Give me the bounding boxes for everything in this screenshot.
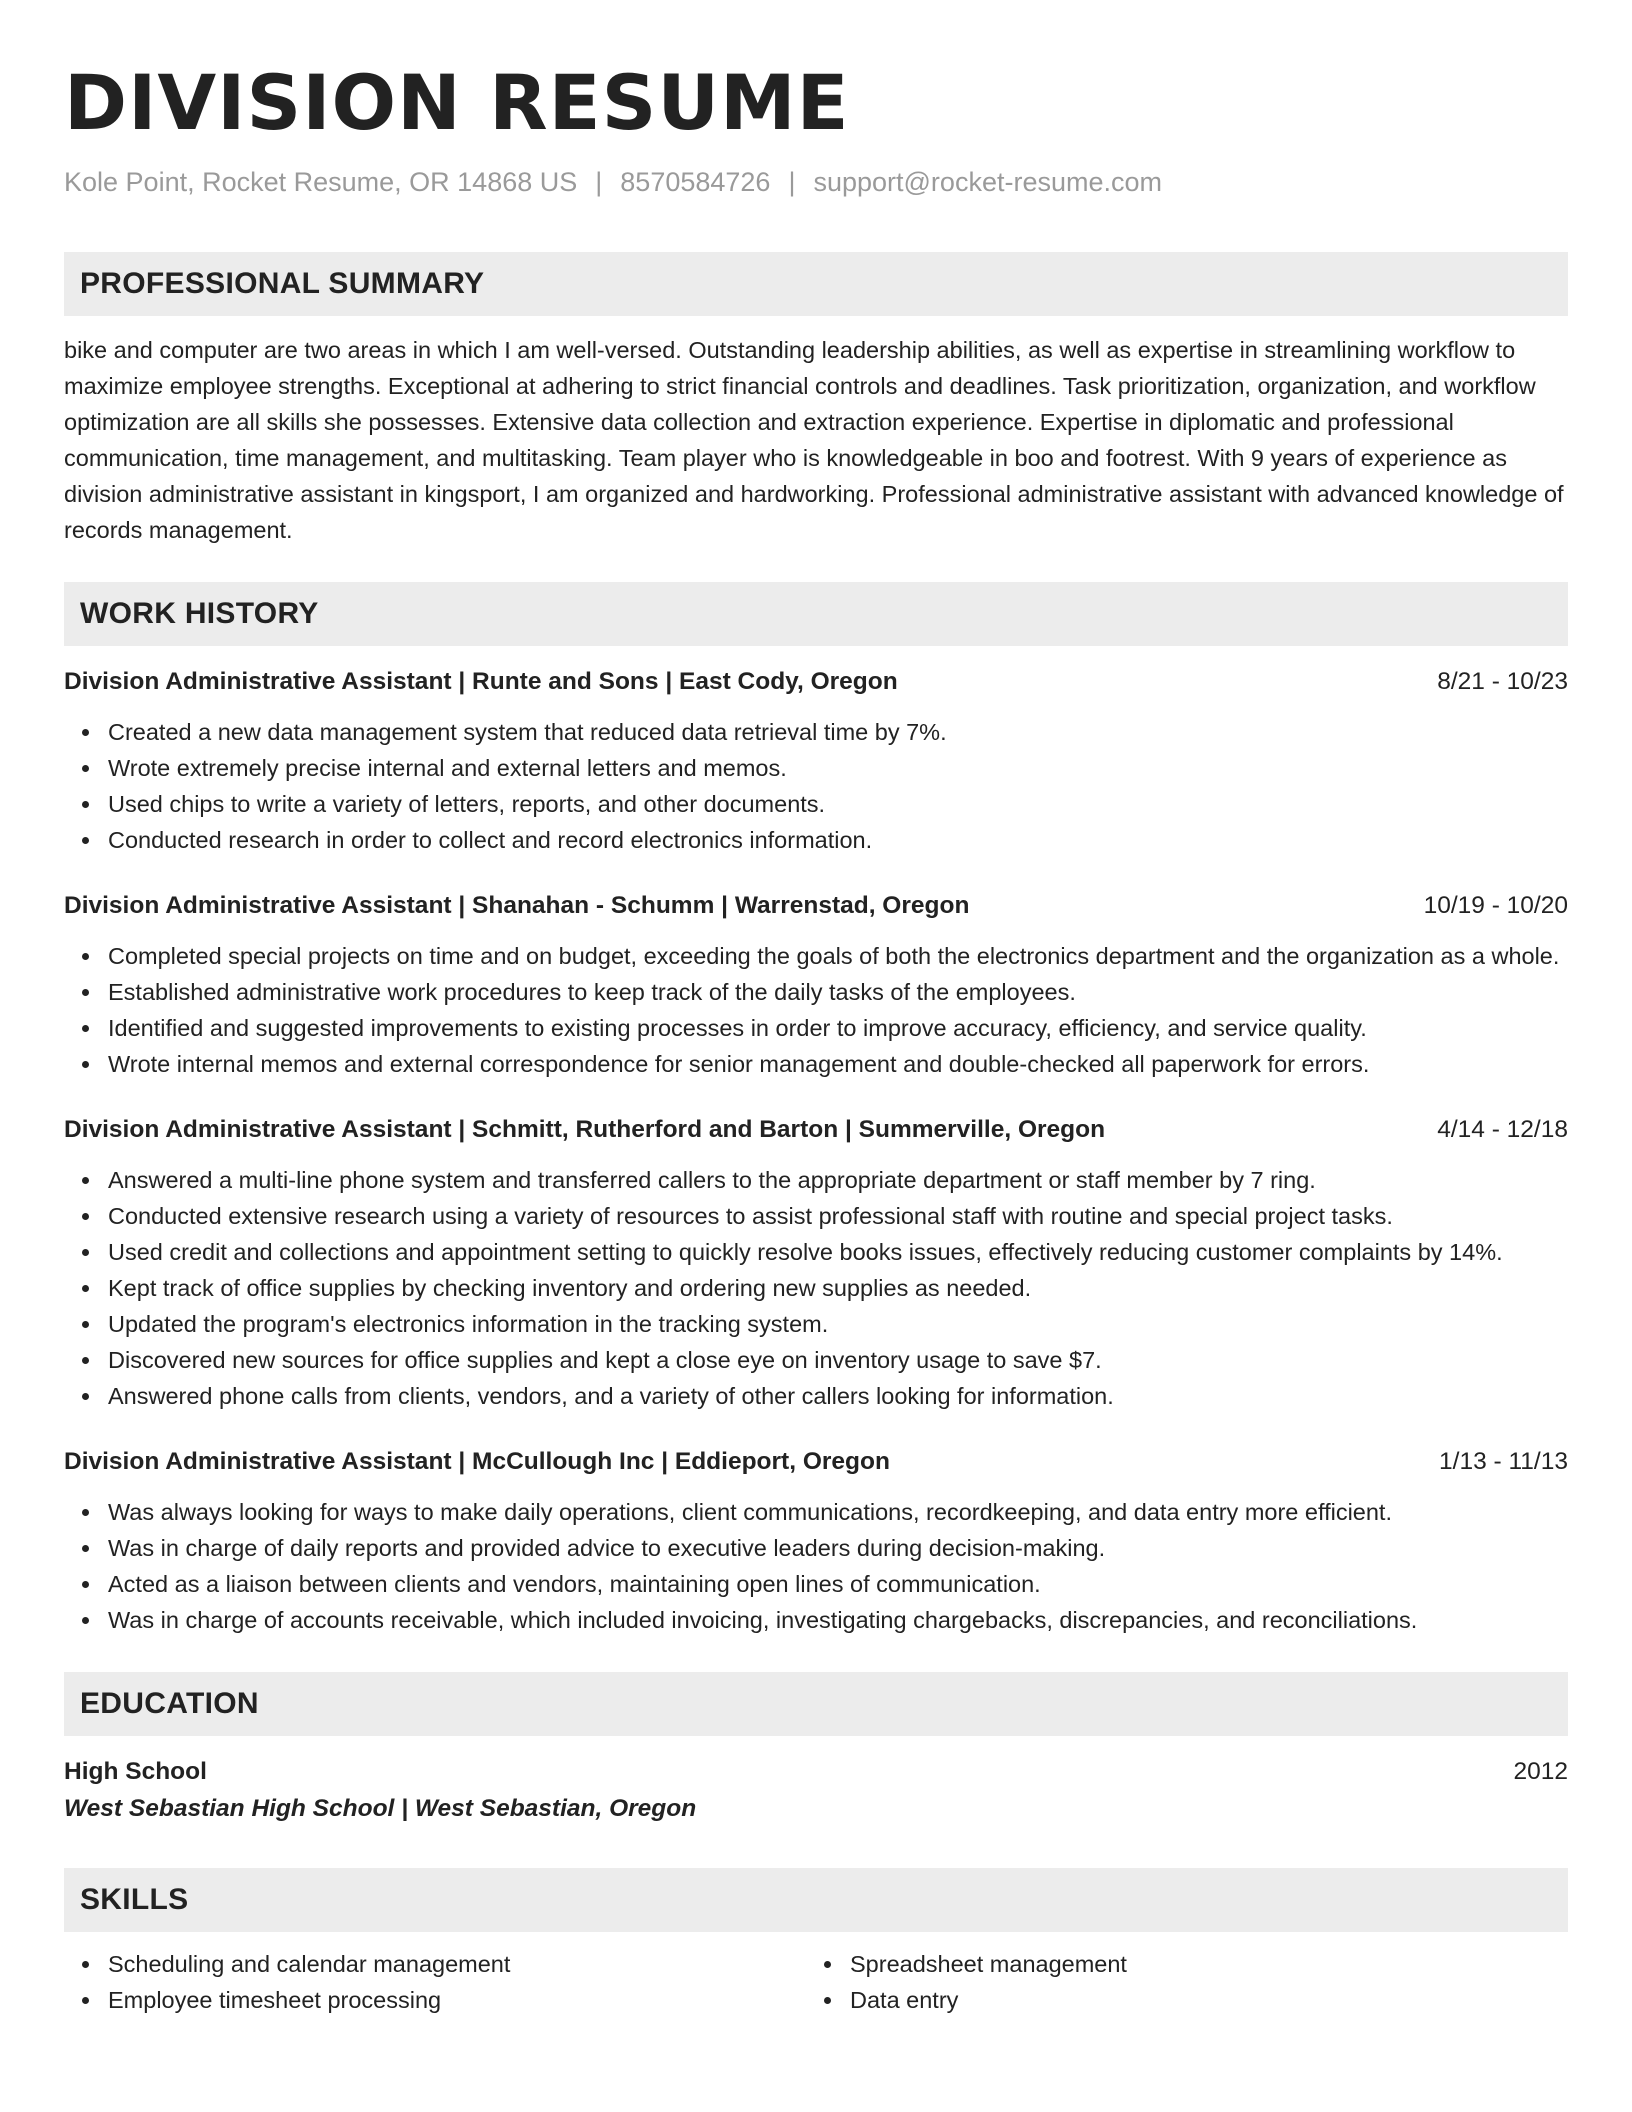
contact-email: support@rocket-resume.com (813, 167, 1162, 197)
education-entry (64, 1754, 1568, 1828)
job-bullet: Answered a multi-line phone system and transferred callers to the appropriate department or staff member by 7 ring. (64, 1162, 1568, 1198)
work-history-list (64, 664, 1568, 1638)
job-dates: 4/14 - 12/18 (1437, 1116, 1568, 1143)
job-bullet: Identified and suggested improvements to existing processes in order to improve accuracy, efficiency, and service quality. (64, 1010, 1568, 1046)
skill-item: Scheduling and calendar management (64, 1946, 806, 1982)
section-heading-summary: PROFESSIONAL SUMMARY (64, 252, 1568, 316)
job-entry (64, 1444, 1568, 1638)
contact-address: Kole Point, Rocket Resume, OR 14868 US (64, 167, 578, 197)
job-bullets (64, 938, 1568, 1082)
education-year: 2012 (1513, 1758, 1568, 1785)
contact-phone: 8570584726 (620, 167, 771, 197)
job-bullet: Conducted extensive research using a variety of resources to assist professional staff with routine and special project tasks. (64, 1198, 1568, 1234)
job-bullet: Conducted research in order to collect and record electronics information. (64, 822, 1568, 858)
job-dates: 1/13 - 11/13 (1439, 1448, 1568, 1475)
contact-separator: | (595, 167, 603, 197)
job-dates: 8/21 - 10/23 (1437, 668, 1568, 695)
job-bullet: Answered phone calls from clients, vendors, and a variety of other callers looking for information. (64, 1378, 1568, 1414)
job-bullet: Updated the program's electronics information in the tracking system. (64, 1306, 1568, 1342)
section-heading-work-history: WORK HISTORY (64, 582, 1568, 646)
job-bullet: Used chips to write a variety of letters, reports, and other documents. (64, 786, 1568, 822)
job-bullet: Used credit and collections and appointment setting to quickly resolve books issues, effectively reducing customer complaints by 14%. (64, 1234, 1568, 1270)
contact-separator: | (788, 167, 796, 197)
job-bullet: Acted as a liaison between clients and vendors, maintaining open lines of communication. (64, 1566, 1568, 1602)
skill-item: Data entry (806, 1982, 1548, 2018)
job-bullets (64, 1494, 1568, 1638)
job-bullet: Discovered new sources for office supplies and kept a close eye on inventory usage to save $7. (64, 1342, 1568, 1378)
job-bullet: Was in charge of accounts receivable, which included invoicing, investigating chargebacks, discrepancies, and reconciliations. (64, 1602, 1568, 1638)
skills-column-right (806, 1946, 1548, 2018)
job-bullet: Completed special projects on time and on budget, exceeding the goals of both the electronics department and the organization as a whole. (64, 938, 1568, 974)
job-entry (64, 888, 1568, 1082)
skills-column-left (64, 1946, 806, 2018)
job-bullet: Kept track of office supplies by checking inventory and ordering new supplies as needed. (64, 1270, 1568, 1306)
resume-name: DIVISION RESUME (64, 58, 850, 147)
job-entry (64, 664, 1568, 858)
job-bullet: Wrote internal memos and external correspondence for senior management and double-checked all paperwork for errors. (64, 1046, 1568, 1082)
job-bullets (64, 714, 1568, 858)
job-title: Division Administrative Assistant | Shanahan - Schumm | Warrenstad, Oregon (64, 892, 970, 919)
section-heading-skills: SKILLS (64, 1868, 1568, 1932)
education-degree: High School (64, 1758, 207, 1785)
job-title: Division Administrative Assistant | Runte and Sons | East Cody, Oregon (64, 668, 898, 695)
job-bullet: Was always looking for ways to make daily operations, client communications, recordkeeping, and data entry more efficient. (64, 1494, 1568, 1530)
job-title: Division Administrative Assistant | Schmitt, Rutherford and Barton | Summerville, Oregon (64, 1116, 1106, 1143)
job-bullets (64, 1162, 1568, 1414)
skill-item: Spreadsheet management (806, 1946, 1548, 1982)
job-title: Division Administrative Assistant | McCullough Inc | Eddieport, Oregon (64, 1448, 890, 1475)
contact-line (64, 162, 1568, 202)
job-bullet: Created a new data management system that reduced data retrieval time by 7%. (64, 714, 1568, 750)
summary-text: bike and computer are two areas in which I am well-versed. Outstanding leadership abilities, as well as expertise in streamlining workflow to maximize employee strengths. Exceptional at adhering to strict financial controls and deadlines. Task prioritization, organization, and workflow optimization are all skills she possesses. Extensive data collection and extraction experience. Expertise in diplomatic and professional communication, time management, and multitasking. Team player who is knowledgeable in boo and footrest. With 9 years of experience as division administrative assistant in kingsport, I am organized and hardworking. Professional administrative assistant with advanced knowledge of records management. (64, 337, 1564, 543)
job-bullet: Established administrative work procedures to keep track of the daily tasks of the employees. (64, 974, 1568, 1010)
job-entry (64, 1112, 1568, 1414)
job-bullet: Was in charge of daily reports and provided advice to executive leaders during decision-making. (64, 1530, 1568, 1566)
skills-grid (64, 1946, 1568, 2018)
job-bullet: Wrote extremely precise internal and external letters and memos. (64, 750, 1568, 786)
job-dates: 10/19 - 10/20 (1423, 892, 1568, 919)
skill-item: Employee timesheet processing (64, 1982, 806, 2018)
education-school: West Sebastian High School | West Sebastian, Oregon (64, 1795, 697, 1822)
section-heading-education: EDUCATION (64, 1672, 1568, 1736)
